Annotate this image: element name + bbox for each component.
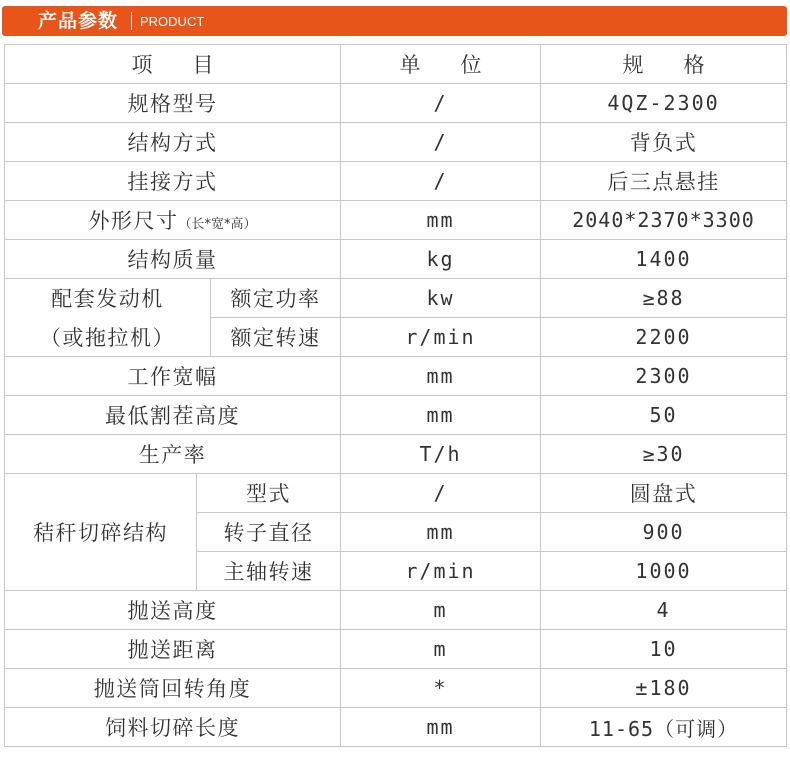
row-spec: 1400 <box>541 240 787 279</box>
row-item: 最低割茬高度 <box>5 396 341 435</box>
row-unit: mm <box>341 357 541 396</box>
table-row <box>5 669 787 708</box>
row-item: 规格型号 <box>5 84 341 123</box>
row-unit: / <box>341 474 541 513</box>
row-item: 结构质量 <box>5 240 341 279</box>
row-unit: r/min <box>341 552 541 591</box>
row-unit: / <box>341 123 541 162</box>
row-item: 工作宽幅 <box>5 357 341 396</box>
row-spec: ≥30 <box>541 435 787 474</box>
row-item: 主轴转速 <box>197 552 341 591</box>
table-row <box>5 84 787 123</box>
table-row <box>5 162 787 201</box>
row-item: 型式 <box>197 474 341 513</box>
row-item: 抛送筒回转角度 <box>5 669 341 708</box>
row-item: 抛送距离 <box>5 630 341 669</box>
row-unit: * <box>341 669 541 708</box>
row-unit: m <box>341 591 541 630</box>
table-row <box>5 201 787 240</box>
row-unit: T/h <box>341 435 541 474</box>
row-item: 抛送高度 <box>5 591 341 630</box>
table-row <box>5 474 787 513</box>
row-spec: 圆盘式 <box>541 474 787 513</box>
row-spec: ±180 <box>541 669 787 708</box>
row-item: 挂接方式 <box>5 162 341 201</box>
table-row <box>5 630 787 669</box>
row-unit: kw <box>341 279 541 318</box>
row-item: 结构方式 <box>5 123 341 162</box>
header-unit: 单 位 <box>341 45 541 84</box>
row-item-note: （长*宽*高） <box>178 217 257 232</box>
row-item: 转子直径 <box>197 513 341 552</box>
header-item: 项 目 <box>5 45 341 84</box>
table-row <box>5 318 787 357</box>
row-spec: 2200 <box>541 318 787 357</box>
crusher-group-label: 秸秆切碎结构 <box>5 474 197 591</box>
row-unit: mm <box>341 201 541 240</box>
table-row <box>5 435 787 474</box>
row-item <box>5 201 341 240</box>
row-unit: kg <box>341 240 541 279</box>
row-unit: / <box>341 162 541 201</box>
row-spec: 11-65（可调） <box>541 708 787 747</box>
row-unit: m <box>341 630 541 669</box>
row-spec: 4 <box>541 591 787 630</box>
row-spec: 2300 <box>541 357 787 396</box>
row-spec: 背负式 <box>541 123 787 162</box>
table-row <box>5 240 787 279</box>
row-spec: ≥88 <box>541 279 787 318</box>
row-unit: mm <box>341 708 541 747</box>
row-spec: 50 <box>541 396 787 435</box>
row-item: 额定功率 <box>211 279 341 318</box>
engine-group-label-sub: （或拖拉机） <box>5 318 211 357</box>
row-spec: 后三点悬挂 <box>541 162 787 201</box>
header-bar <box>2 6 787 36</box>
table-row <box>5 708 787 747</box>
row-spec: 900 <box>541 513 787 552</box>
header-title: 产品参数 <box>38 10 119 32</box>
row-item-label: 外形尺寸 <box>88 209 179 233</box>
row-spec: 2040*2370*3300 <box>541 201 787 240</box>
table-row <box>5 357 787 396</box>
engine-group-label: 配套发动机 <box>5 279 211 318</box>
header-spec: 规 格 <box>541 45 787 84</box>
header-divider <box>131 12 132 30</box>
row-unit: mm <box>341 513 541 552</box>
row-spec: 10 <box>541 630 787 669</box>
row-unit: mm <box>341 396 541 435</box>
row-unit: r/min <box>341 318 541 357</box>
row-item: 饲料切碎长度 <box>5 708 341 747</box>
product-params-table <box>4 44 787 747</box>
row-spec: 4QZ-2300 <box>541 84 787 123</box>
row-spec: 1000 <box>541 552 787 591</box>
row-unit: / <box>341 84 541 123</box>
table-header-row <box>5 45 787 84</box>
table-row <box>5 396 787 435</box>
table-row <box>5 591 787 630</box>
table-row <box>5 123 787 162</box>
row-item: 生产率 <box>5 435 341 474</box>
table-row <box>5 279 787 318</box>
row-item: 额定转速 <box>211 318 341 357</box>
section-header <box>0 0 790 40</box>
header-subtitle: PRODUCT <box>140 14 205 29</box>
